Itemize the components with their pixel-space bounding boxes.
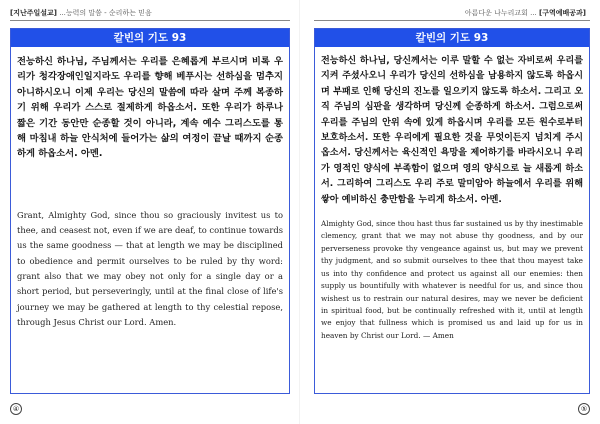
right-prayer-title: 칼빈의 기도 93 (315, 29, 589, 47)
left-page-header (10, 8, 152, 18)
right-korean-prayer: 전능하신 하나님, 당신께서는 이루 말할 수 없는 자비로써 우리를 지켜 주셨사오니 우리가 당신의 선하심을 남용하지 않도록 하옵시며 부패로 인해 당신의 진노를 일으키지 않도록 하소서. 그리고 오직 주님의 심판을 생각하며 당신께 순종하게 하소서. 그럼으로써 우리를 주님의 안위 속에 있게 하옵시며 우리를 모든 원수로부터 보호하소서. 또한 우리에게 필요한 것을 무엇이든지 넘치게 주시옵소서. 당신께서는 육신적인 욕망을 제어하기를 바라시오니 우리가 영적인 양식에 부족함이 없으며 영의 양식으로 늘 새롭게 하소서. 그리하여 그리스도 우리 주로 말미암아 하늘에서 우리를 위해 쌓아 예비하신 충만함을 누리게 하소서. 아멘. (321, 56, 583, 205)
right-header-rule (314, 20, 590, 21)
left-prayer-box (10, 28, 290, 394)
left-header-title: [지난주일설교] (10, 9, 57, 17)
left-header-subtitle: ...능력의 말씀 - 순리하는 믿음 (59, 9, 152, 17)
right-english-prayer: Almighty God, since thou hast thus far sustained us by thy inestimable clemency, grant that we may not abuse thy goodness, and by our perverseness provoke thy vengeance against us, but may we prevent thy judgment, and so submit ourselves to thee that thou mayest take us into thy confidence and protect us against all our enemies: then supply us bountifully with whatever is needful for us, and since thou wishest us to restrain our natural desires, may we never be deficient in spiritual food, but be continually refreshed with it, until at length we enjoy that fullness which is promised us and laid up for us in heaven by Christ our Lord. — Amen (321, 219, 583, 340)
left-prayer-title: 칼빈의 기도 93 (11, 29, 289, 47)
right-page-header (465, 8, 586, 18)
left-header-rule (10, 20, 290, 21)
right-prayer-box (314, 28, 590, 394)
left-korean-prayer: 전능하신 하나님, 주님께서는 우리를 은혜롭게 부르시며 비록 우리가 청각장애인일지라도 우리를 향해 베푸시는 선하심을 멈추지 아니하시오니 이제 우리는 당신의 말씀에 따라 살며 주께 복종하기 위해 우리가 스스로 절제하게 하옵소서. 또한 우리가 하루나 짧은 기간 동안만 순종할 것이 아니라, 계속 예수 그리스도를 통해 마침내 하늘 안식처에 들어가는 삶의 여정이 끝날 때까지 순종하게 하옵소서. 아멘. (17, 56, 283, 160)
left-page-number: ④ (10, 403, 22, 415)
right-header-title: [구역예배공과] (539, 9, 586, 17)
left-english-prayer: Grant, Almighty God, since thou so graciously invitest us to thee, and ceasest not, even if we are deaf, to continue towards us the same goodness — that at length we may be disciplined to obedience and permit ourselves to be ruled by thy word: grant also that we may obey not only for a single day or a short period, but perseveringly, until at the final close of life's journey we may be gathered at length to thy celestial repose, through Jesus Christ our Lord. Amen. (17, 209, 283, 327)
right-page (300, 0, 600, 424)
right-page-number: ⑤ (578, 403, 590, 415)
right-header-subtitle: 아름다운 나누리교회 ... (464, 9, 537, 17)
